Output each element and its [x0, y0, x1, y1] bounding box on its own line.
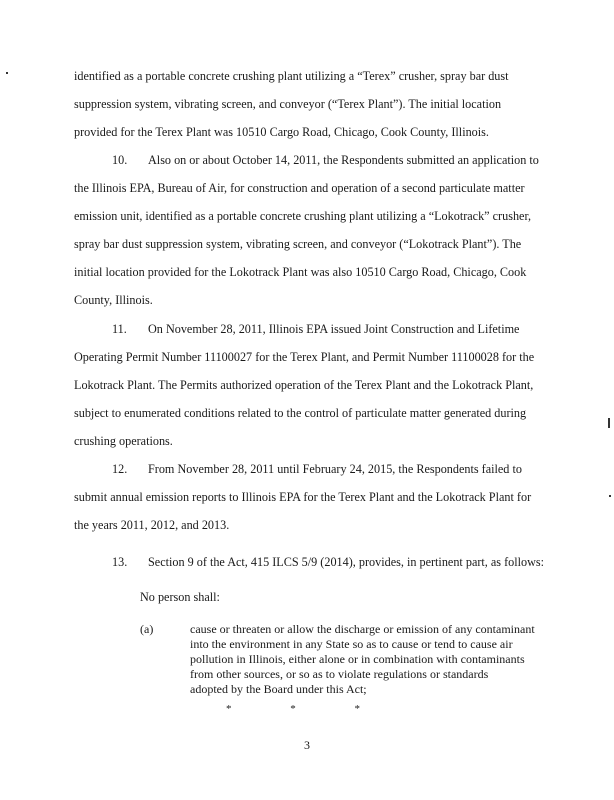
text-line: initial location provided for the Lokotrack Plant was also 10510 Cargo Road, Chicago, Cook [74, 265, 527, 279]
paragraph-number: 12. [112, 462, 128, 476]
page-number: 3 [304, 738, 310, 752]
text-line: spray bar dust suppression system, vibrating screen, and conveyor (“Lokotrack Plant”). The [74, 237, 522, 251]
text-line: adopted by the Board under this Act; [190, 682, 367, 696]
text-line: Lokotrack Plant. The Permits authorized operation of the Terex Plant and the Lokotrack Plant, [74, 378, 534, 392]
block-quote [140, 622, 560, 697]
text-line: Section 9 of the Act, 415 ILCS 5/9 (2014), provides, in pertinent part, as follows: [148, 555, 545, 569]
paragraph-9-continuation [74, 62, 544, 146]
text-line: Also on or about October 14, 2011, the Respondents submitted an application to [148, 153, 539, 167]
text-line: On November 28, 2011, Illinois EPA issued Joint Construction and Lifetime [148, 322, 520, 336]
paragraph-number: 13. [112, 555, 128, 569]
paragraph-10 [74, 146, 544, 314]
text-line: from other sources, or so as to violate regulations or standards [190, 667, 489, 681]
quote-item-text [190, 622, 550, 697]
text-line: Operating Permit Number 11100027 for the Terex Plant, and Permit Number 11100028 for the [74, 350, 535, 364]
text-line: suppression system, vibrating screen, and conveyor (“Terex Plant”). The initial location [74, 97, 502, 111]
text-line: pollution in Illinois, either alone or in combination with contaminants [190, 652, 525, 666]
paragraph-number: 11. [112, 322, 127, 336]
scan-artifact [6, 72, 8, 74]
scan-artifact [609, 495, 611, 497]
scan-artifact [608, 418, 610, 428]
text-line: subject to enumerated conditions related to the control of particulate matter generated during [74, 406, 527, 420]
text-line: provided for the Terex Plant was 10510 Cargo Road, Chicago, Cook County, Illinois. [74, 125, 489, 139]
text-line: emission unit, identified as a portable concrete crushing plant utilizing a “Lokotrack” crusher, [74, 209, 532, 223]
text-line: the Illinois EPA, Bureau of Air, for construction and operation of a second particulate matter [74, 181, 525, 195]
quote-item-label: (a) [140, 622, 154, 636]
block-quote-intro: No person shall: [140, 590, 220, 604]
paragraph-13 [74, 548, 544, 576]
text-line: crushing operations. [74, 434, 173, 448]
text-line: into the environment in any State so as to cause or tend to cause air [190, 637, 513, 651]
text-line: From November 28, 2011 until February 24, 2015, the Respondents failed to [148, 462, 522, 476]
text-line: identified as a portable concrete crushing plant utilizing a “Terex” crusher, spray bar dust [74, 69, 509, 83]
text-line: the years 2011, 2012, and 2013. [74, 518, 230, 532]
paragraph-11 [74, 315, 544, 455]
text-line: submit annual emission reports to Illinois EPA for the Terex Plant and the Lokotrack Plant for [74, 490, 532, 504]
paragraph-12 [74, 455, 544, 539]
text-line: cause or threaten or allow the discharge or emission of any contaminant [190, 622, 535, 636]
ellipsis-stars: * * * [226, 703, 388, 715]
paragraph-number: 10. [112, 153, 128, 167]
text-line: County, Illinois. [74, 293, 153, 307]
